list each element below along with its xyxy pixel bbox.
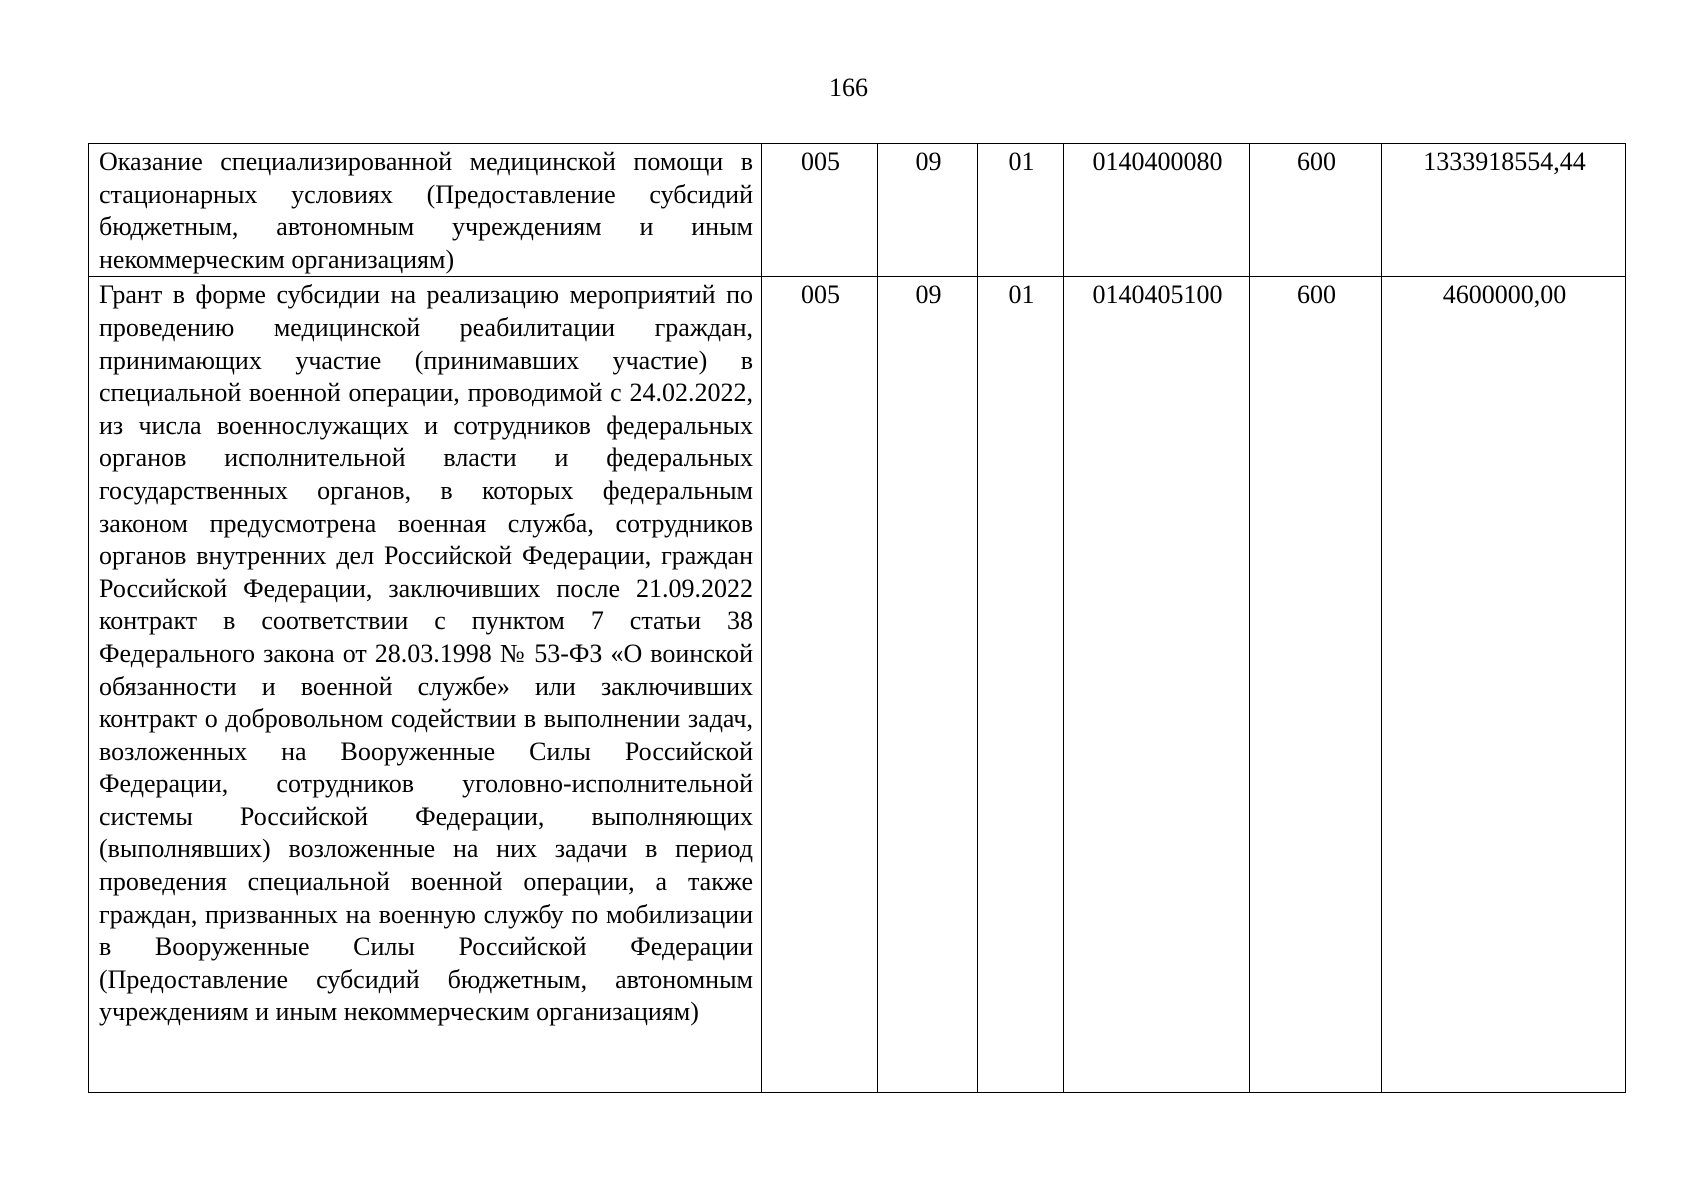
- subsection-code: 01: [978, 277, 1064, 1093]
- table-row: [89, 144, 1626, 277]
- target-item-code: 0140405100: [1064, 277, 1250, 1093]
- section-code: 09: [878, 144, 978, 277]
- budget-table: [88, 143, 1626, 1093]
- expense-type-code: 600: [1250, 277, 1382, 1093]
- section-code: 09: [878, 277, 978, 1093]
- table-row: [89, 277, 1626, 1093]
- target-item-code: 0140400080: [1064, 144, 1250, 277]
- expense-type-code: 600: [1250, 144, 1382, 277]
- amount: 1333918554,44: [1382, 144, 1626, 277]
- ministry-code: 005: [762, 277, 878, 1093]
- expense-description: Оказание специализированной медицинской помощи в стационарных условиях (Предоставление субсидий бюджетным, автономным учреждениям и иным некоммерческим организациям): [89, 144, 762, 277]
- amount: 4600000,00: [1382, 277, 1626, 1093]
- page-number: 166: [829, 73, 868, 102]
- subsection-code: 01: [978, 144, 1064, 277]
- ministry-code: 005: [762, 144, 878, 277]
- expense-description: Грант в форме субсидии на реализацию мероприятий по проведению медицинской реабилитации граждан, принимающих участие (принимавших участие) в специальной военной операции, проводимой с 24.02.2022, из числа военнослужащих и сотрудников федеральных органов исполнительной власти и федеральных государственных органов, в которых федеральным законом предусмотрена военная служба, сотрудников органов внутренних дел Российской Федерации, граждан Российской Федерации, заключивших после 21.09.2022 контракт в соответствии с пунктом 7 статьи 38 Федерального закона от 28.03.1998 № 53-ФЗ «О воинской обязанности и военной службе» или заключивших контракт о добровольном содействии в выполнении задач, возложенных на Вооруженные Силы Российской Федерации, сотрудников уголовно-исполнительной системы Российской Федерации, выполняющих (выполнявших) возложенные на них задачи в период проведения специальной военной операции, а также граждан, призванных на военную службу по мобилизации в Вооруженные Силы Российской Федерации (Предоставление субсидий бюджетным, автономным учреждениям и иным некоммерческим организациям): [89, 277, 762, 1093]
